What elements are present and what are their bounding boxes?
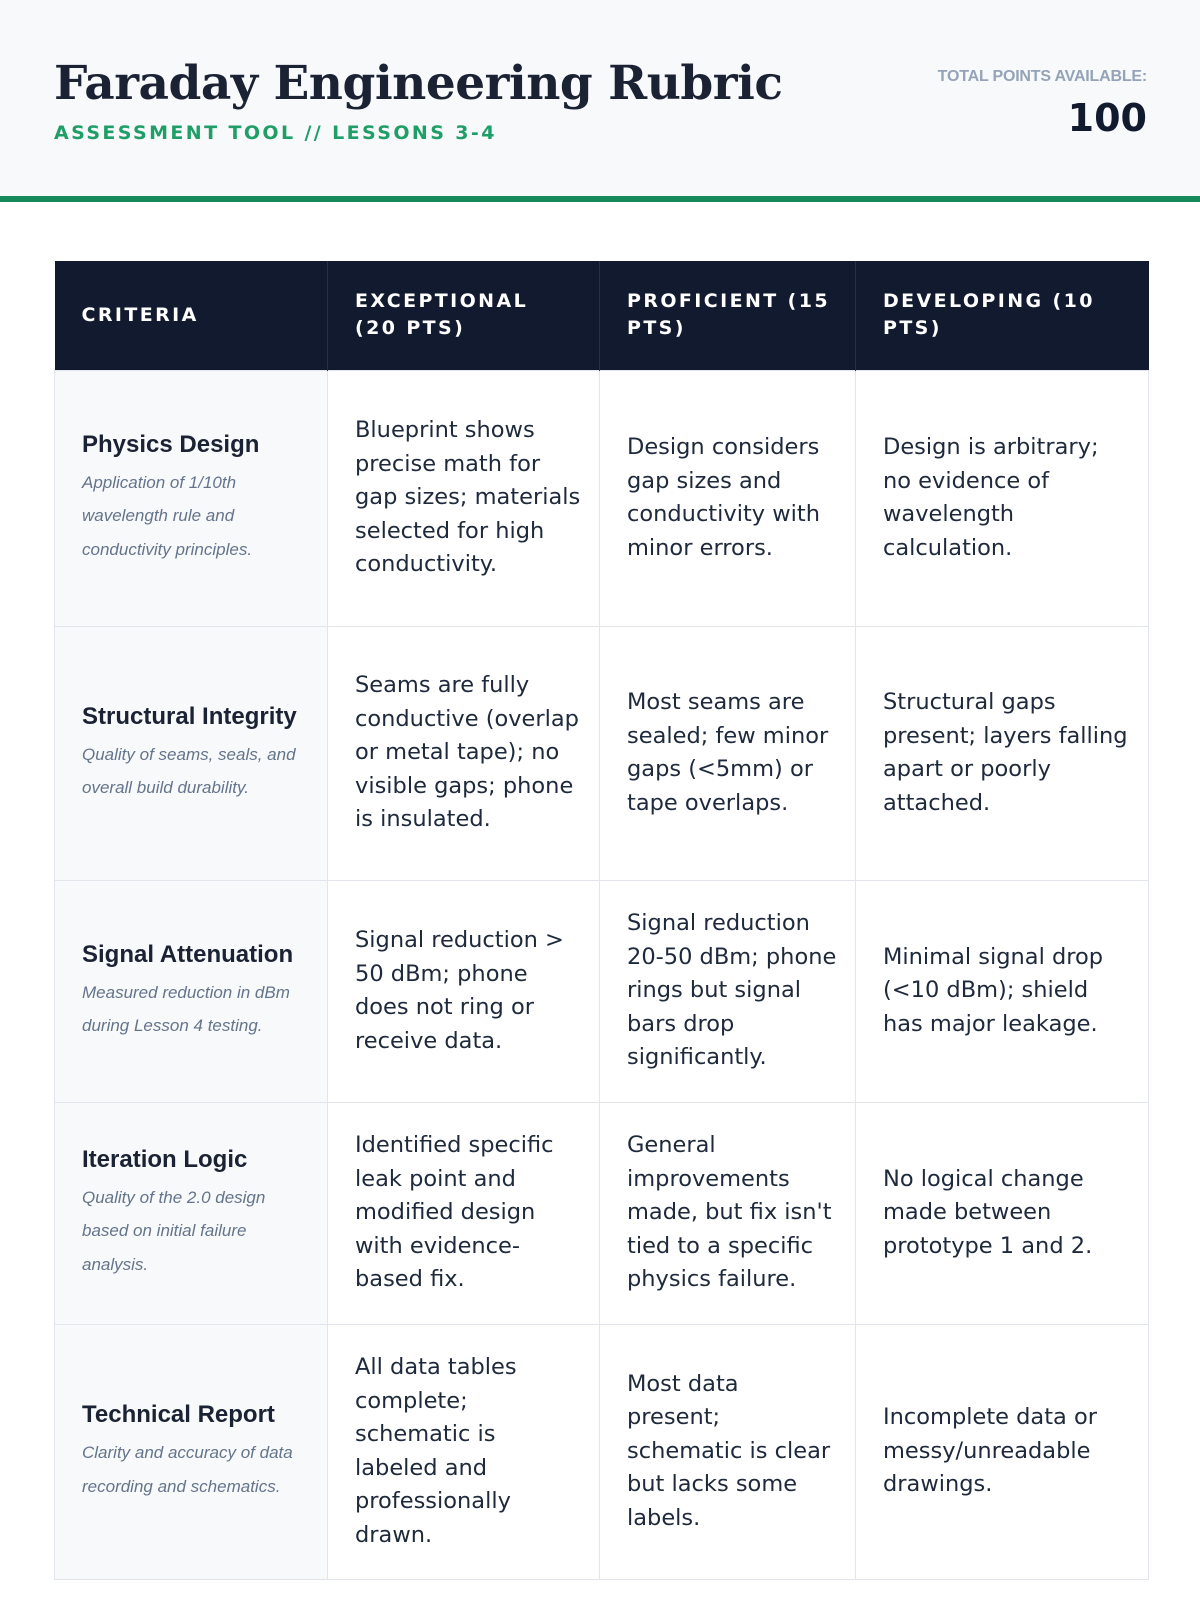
criteria-description: Application of 1/10th wavelength rule and conductivity principles. <box>82 472 253 559</box>
table-row <box>55 1102 1149 1324</box>
criteria-name: Signal Attenuation <box>82 940 294 968</box>
criteria-description: Measured reduction in dBm during Lesson 4 testing. <box>82 982 290 1035</box>
table-row <box>55 370 1149 626</box>
proficient-cell: Most data present; schematic is clear but lacks some labels. <box>600 1324 856 1579</box>
rubric-table <box>54 261 1149 1580</box>
table-header-row <box>55 261 1149 370</box>
developing-cell: No logical change made between prototype 1 and 2. <box>856 1102 1149 1324</box>
criteria-description: Quality of the 2.0 design based on initial failure analysis. <box>82 1187 266 1274</box>
table-row <box>55 1324 1149 1579</box>
developing-cell: Minimal signal drop (<10 dBm); shield has major leakage. <box>856 880 1149 1102</box>
criteria-name: Iteration Logic <box>82 1145 248 1173</box>
exceptional-cell: Seams are fully conductive (overlap or metal tape); no visible gaps; phone is insulated. <box>328 626 600 880</box>
column-header-exceptional: EXCEPTIONAL (20 PTS) <box>328 261 600 370</box>
page-title: Faraday Engineering Rubric <box>54 56 783 111</box>
developing-cell: Incomplete data or messy/unreadable drawings. <box>856 1324 1149 1579</box>
criteria-description: Quality of seams, seals, and overall build durability. <box>82 744 296 797</box>
column-header-developing: DEVELOPING (10 PTS) <box>856 261 1149 370</box>
criteria-cell <box>55 1324 328 1579</box>
criteria-name: Technical Report <box>82 1401 275 1428</box>
column-header-proficient: PROFICIENT (15 PTS) <box>600 261 856 370</box>
column-header-criteria: CRITERIA <box>55 261 328 370</box>
developing-cell: Structural gaps present; layers falling apart or poorly attached. <box>856 626 1149 880</box>
table-row <box>55 880 1149 1102</box>
criteria-name: Structural Integrity <box>82 702 297 730</box>
proficient-cell: General improvements made, but fix isn't tied to a specific physics failure. <box>600 1102 856 1324</box>
exceptional-cell: Signal reduction > 50 dBm; phone does not ring or receive data. <box>328 880 600 1102</box>
page-header <box>0 0 1200 202</box>
criteria-cell <box>55 880 328 1102</box>
criteria-description: Clarity and accuracy of data recording and schematics. <box>82 1443 293 1496</box>
exceptional-cell: Identified specific leak point and modified design with evidence-based fix. <box>328 1102 600 1324</box>
total-points-value: 100 <box>1067 96 1147 140</box>
exceptional-cell: Blueprint shows precise math for gap sizes; materials selected for high conductivity. <box>328 370 600 626</box>
developing-cell: Design is arbitrary; no evidence of wavelength calculation. <box>856 370 1149 626</box>
exceptional-cell: All data tables complete; schematic is labeled and professionally drawn. <box>328 1324 600 1579</box>
criteria-cell <box>55 370 328 626</box>
table-row <box>55 626 1149 880</box>
page-subtitle: ASSESSMENT TOOL // LESSONS 3-4 <box>54 122 497 144</box>
criteria-cell <box>55 626 328 880</box>
proficient-cell: Most seams are sealed; few minor gaps (<5mm) or tape overlaps. <box>600 626 856 880</box>
total-points-label: TOTAL POINTS AVAILABLE: <box>937 68 1147 85</box>
proficient-cell: Signal reduction 20-50 dBm; phone rings but signal bars drop significantly. <box>600 880 856 1102</box>
criteria-cell <box>55 1102 328 1324</box>
criteria-name: Physics Design <box>82 430 260 458</box>
proficient-cell: Design considers gap sizes and conductivity with minor errors. <box>600 370 856 626</box>
